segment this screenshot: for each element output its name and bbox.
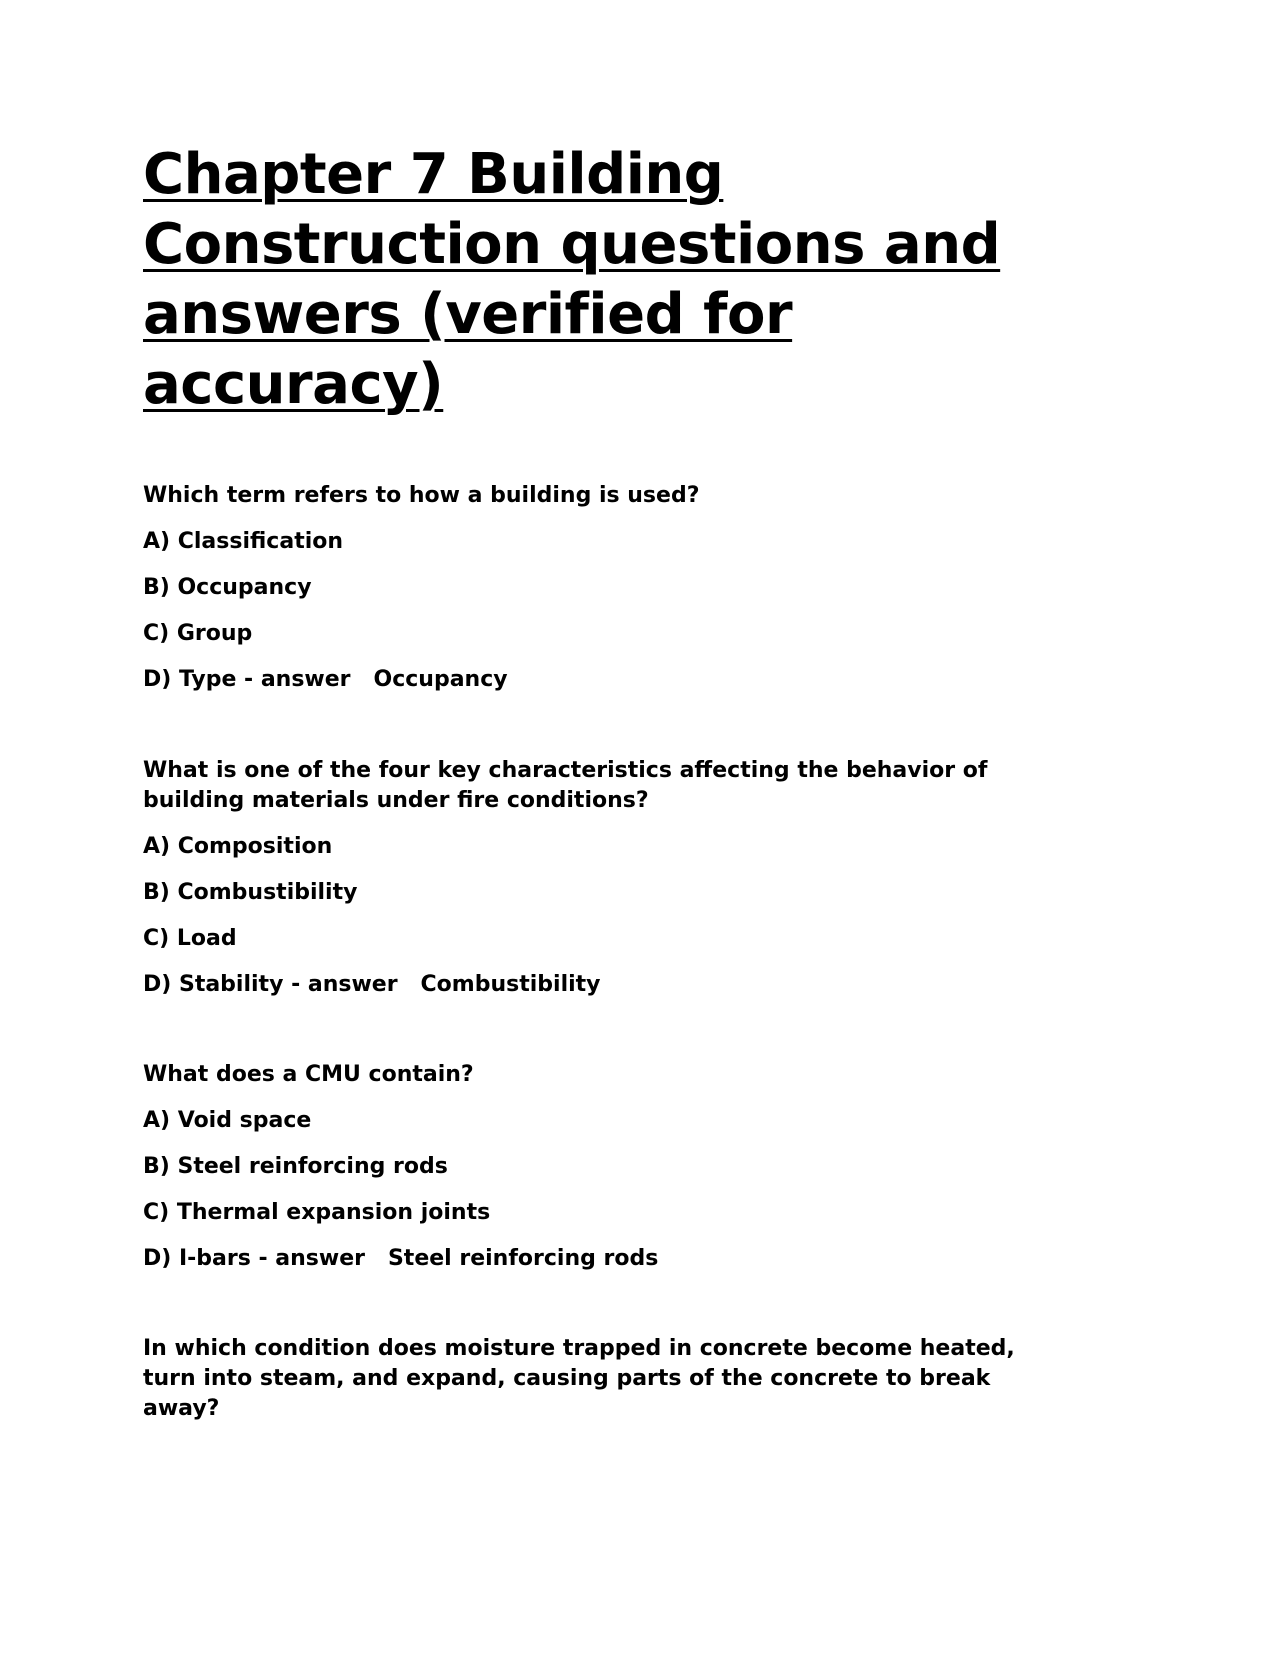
option-a: A) Void space: [143, 1108, 312, 1133]
option-a: A) Composition: [143, 834, 333, 859]
option-d-answer: D) I-bars - answer Steel reinforcing rods: [143, 1246, 659, 1271]
option-c: C) Load: [143, 926, 237, 951]
option-b: B) Occupancy: [143, 575, 312, 600]
question-3: [143, 1060, 1103, 1274]
question-text: What does a CMU contain?: [143, 1062, 474, 1087]
option-a: A) Classification: [143, 529, 344, 554]
question-4: [143, 1334, 1068, 1424]
question-text: Which term refers to how a building is used?: [143, 483, 700, 508]
option-b: B) Steel reinforcing rods: [143, 1154, 448, 1179]
option-c: C) Group: [143, 621, 253, 646]
question-text: In which condition does moisture trapped in concrete become heated, turn into steam, and expand, causing parts of the concrete to break away?: [143, 1336, 1015, 1421]
option-d-answer: D) Stability - answer Combustibility: [143, 972, 601, 997]
question-1: [143, 481, 1103, 695]
question-text: What is one of the four key characteristics affecting the behavior of building materials under fire conditions?: [143, 758, 988, 813]
option-c: C) Thermal expansion joints: [143, 1200, 491, 1225]
question-2: [143, 756, 1073, 1000]
document-title: Chapter 7 Building Construction questions and answers (verified for accuracy): [143, 142, 1001, 417]
option-b: B) Combustibility: [143, 880, 358, 905]
option-d-answer: D) Type - answer Occupancy: [143, 667, 508, 692]
